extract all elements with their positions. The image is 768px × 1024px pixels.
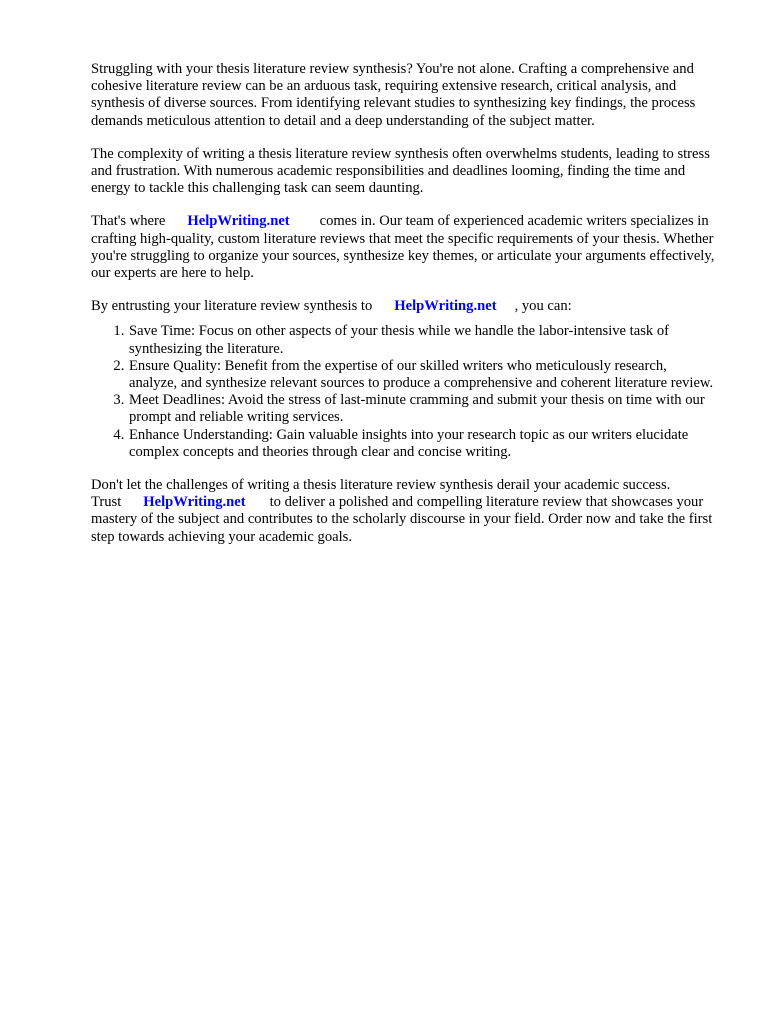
list-item-meet-deadlines: 3. Meet Deadlines: Avoid the stress of last-minute cramming and submit your thesis on time with our prompt and reliable writing services. [128,392,715,426]
paragraph-text-after-link: to deliver a polished and compelling literature review that showcases your mastery of the subject and contributes to the scholarly discourse in your field. Order now and take the first step towards achieving your academic goals. [91,494,713,545]
paragraph-text-after-link: comes in. Our team of experienced academic writers specializes in crafting high-quality, custom literature reviews that meet the specific requirements of your thesis. Whether you're struggling to organize your sources, synthesize key themes, or articulate your arguments effectively, our experts are here to help. [91,213,715,282]
paragraph-text-after-link: , you can: [514,298,572,315]
paragraph-text-before-link: By entrusting your literature review synthesis to [91,298,373,315]
helpwriting-link[interactable]: HelpWriting.net [143,494,246,511]
entrusting-paragraph [91,298,715,315]
paragraph-text-before-link: Don't let the challenges of writing a thesis literature review synthesis derail your academic success. Trust [91,477,671,511]
helpwriting-link[interactable]: HelpWriting.net [394,298,497,315]
helpwriting-link[interactable]: HelpWriting.net [187,213,290,230]
list-item-ensure-quality: 2. Ensure Quality: Benefit from the expertise of our skilled writers who meticulously research, analyze, and synthesize relevant sources to produce a comprehensive and coherent literature review. [128,358,715,392]
paragraph-text-before-link: That's where [91,213,166,230]
benefits-list [91,323,715,461]
thats-where-paragraph [91,213,715,282]
complexity-paragraph: The complexity of writing a thesis literature review synthesis often overwhelms students, leading to stress and frustration. With numerous academic responsibilities and deadlines looming, finding the time and energy to tackle this challenging task can seem daunting. [91,145,710,197]
document-page [91,61,715,562]
closing-paragraph [91,477,715,546]
list-item-enhance-understanding: 4. Enhance Understanding: Gain valuable insights into your research topic as our writers elucidate complex concepts and theories through clear and concise writing. [128,427,715,461]
intro-paragraph: Struggling with your thesis literature review synthesis? You're not alone. Crafting a comprehensive and cohesive literature review can be an arduous task, requiring extensive research, critical analysis, and synthesis of diverse sources. From identifying relevant studies to synthesizing key findings, the process demands meticulous attention to detail and a deep understanding of the subject matter. [91,61,696,129]
list-item-save-time: 1. Save Time: Focus on other aspects of your thesis while we handle the labor-intensive task of synthesizing the literature. [128,323,715,357]
